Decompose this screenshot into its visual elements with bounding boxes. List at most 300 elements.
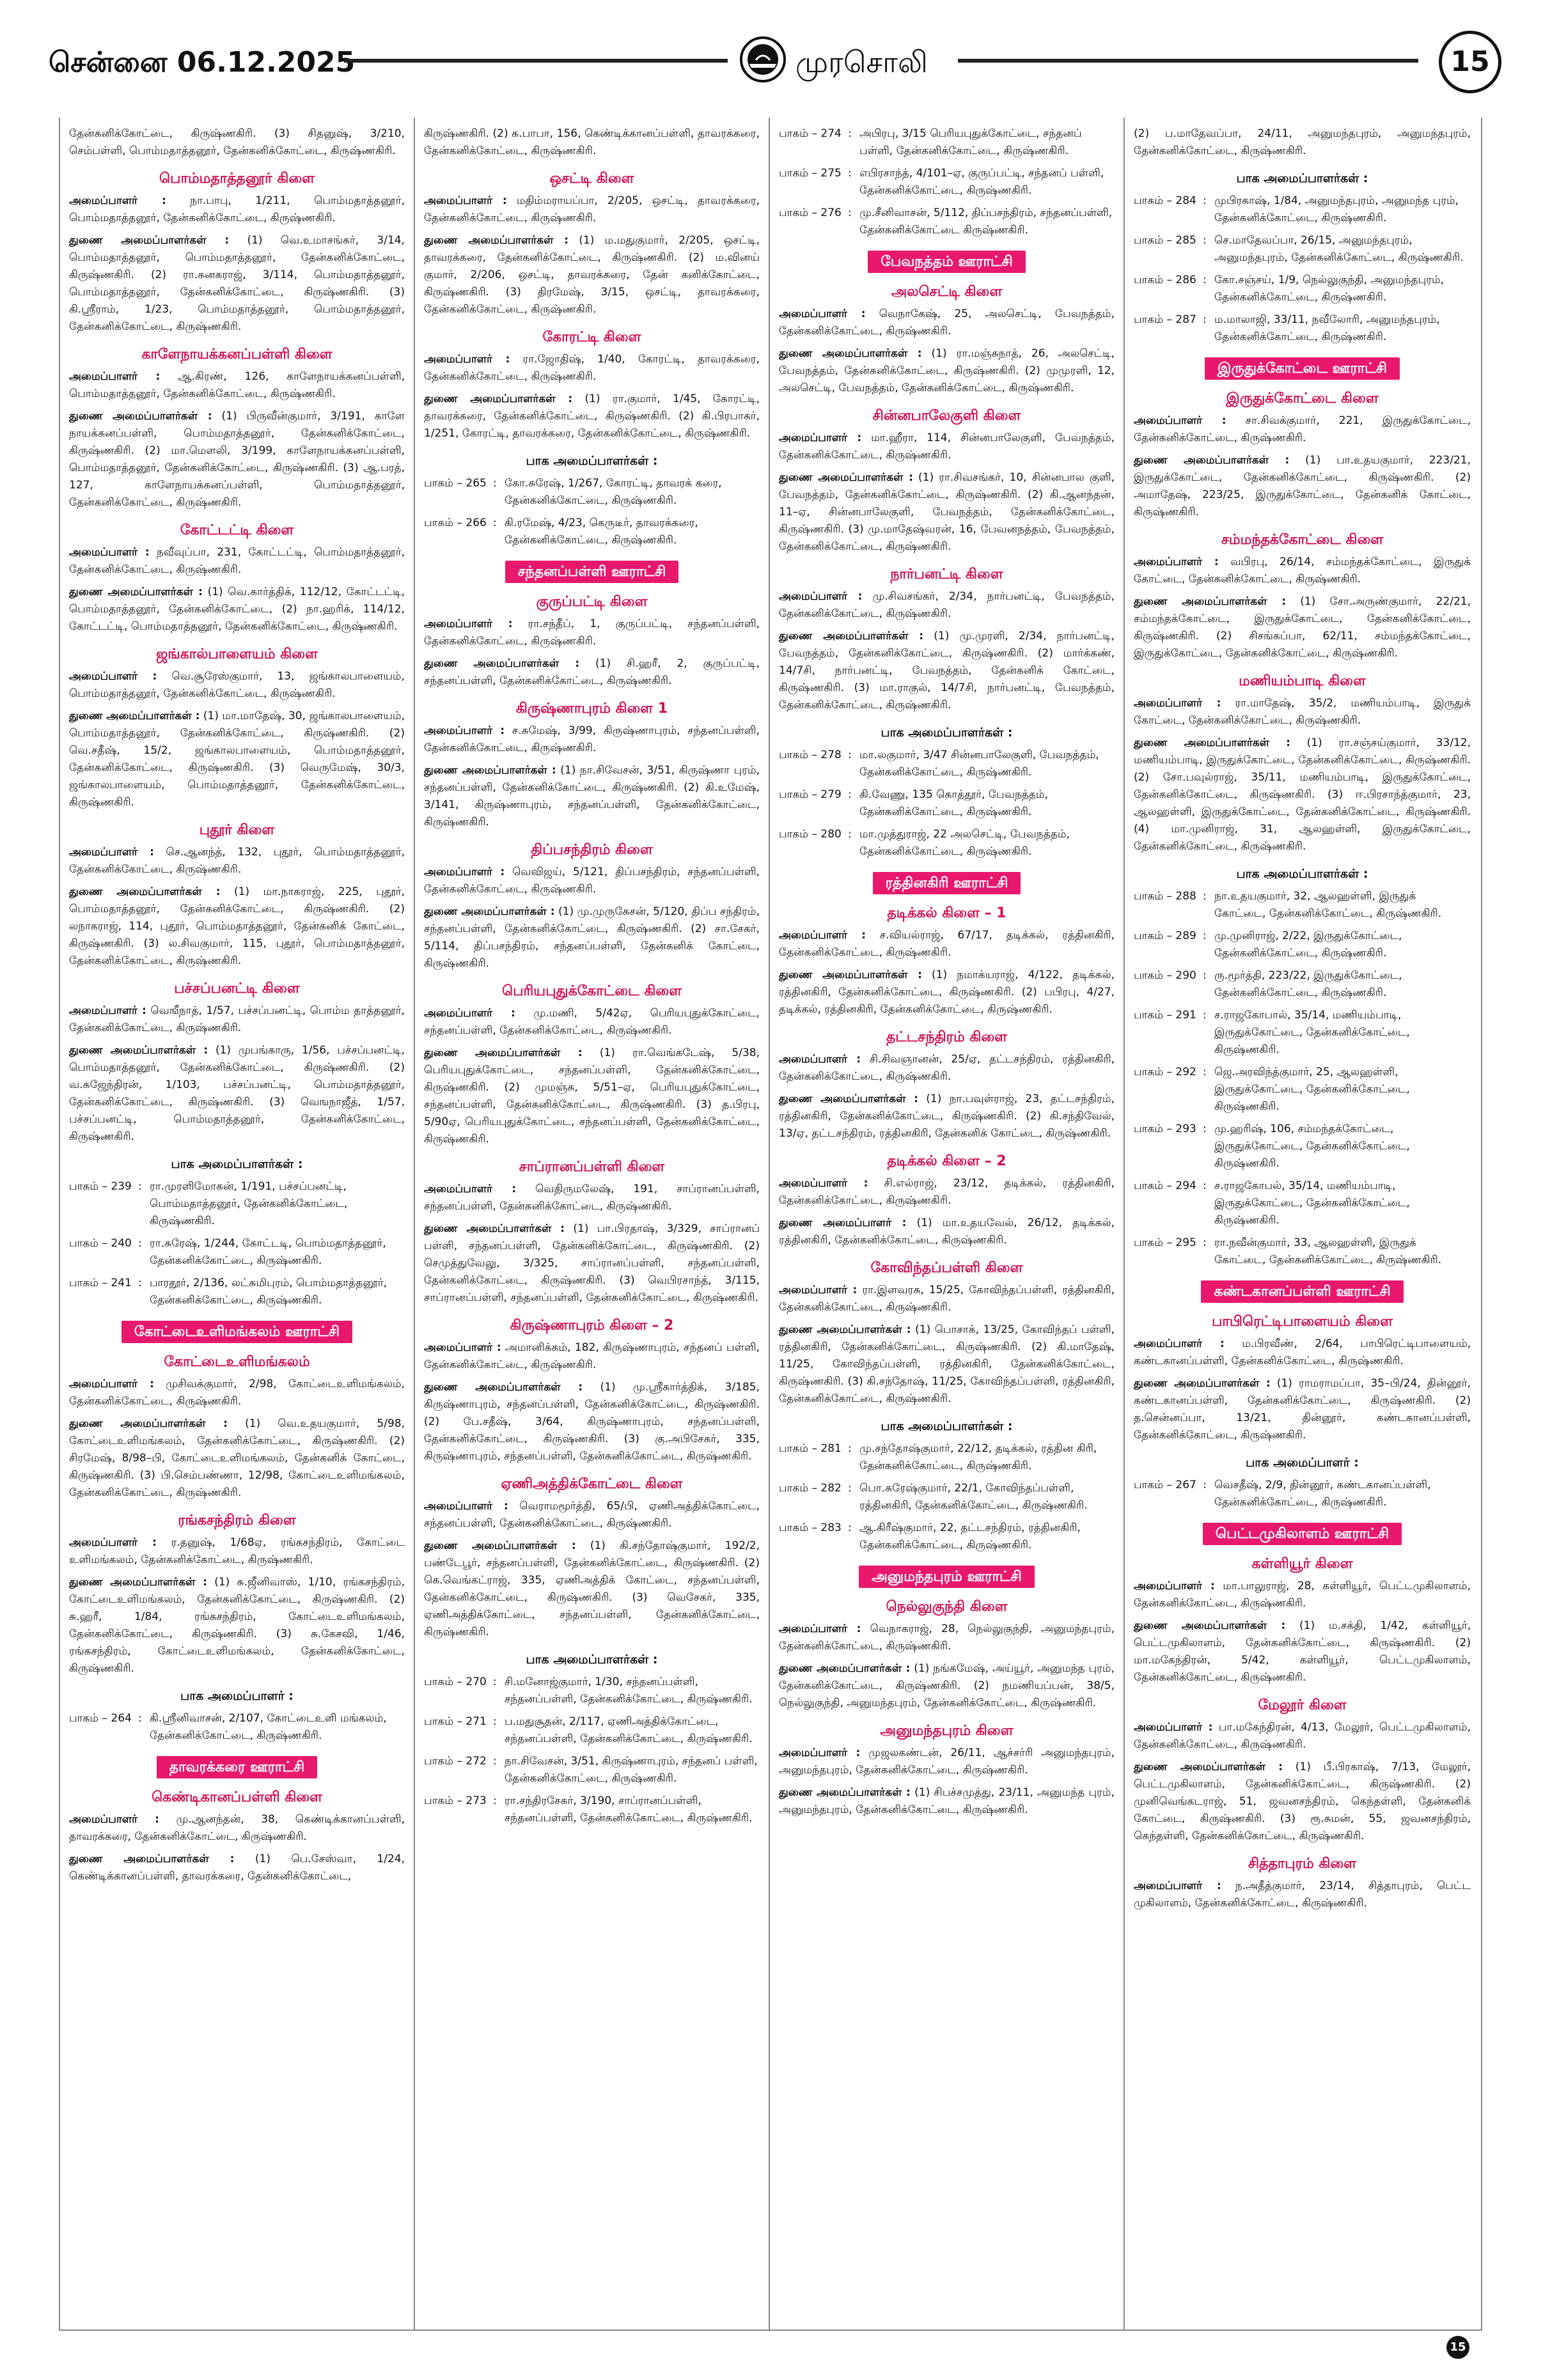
booth-separator: : xyxy=(848,1521,852,1534)
branch-heading: கோரட்டி கிளை xyxy=(542,329,641,345)
organizer-paragraph xyxy=(779,345,1115,397)
role-label: அமைப்பாளர் : xyxy=(424,353,510,366)
booth-entry xyxy=(779,747,1115,781)
organizer-paragraph xyxy=(424,903,760,972)
booth-entry xyxy=(1134,272,1471,306)
booth-separator: : xyxy=(493,1794,497,1807)
panchayat-heading-label: அனுமந்தபுரம் ஊராட்சி xyxy=(859,1566,1035,1588)
booth-separator: : xyxy=(1203,929,1207,942)
role-label: அமைப்பாளர் : xyxy=(779,1177,868,1190)
role-label: அமைப்பாளர் : xyxy=(69,670,157,683)
branch-heading: மணியம்பாடி கிளை xyxy=(1239,673,1366,689)
role-label: அமைப்பாளர் : xyxy=(69,846,154,859)
booth-separator: : xyxy=(493,477,497,490)
branch-heading: தட்டசந்திரம் கிளை xyxy=(886,1029,1008,1045)
booth-organizer-text: நா.சிவேசன், 3/51, கிருஷ்ணாபுரம், சந்தனப் பள்ளி, தேன்கனிக்கோட்டை, கிருஷ்ணகிரி. xyxy=(505,1755,758,1785)
rising-sun-logo-icon xyxy=(739,36,787,83)
role-label: அமைப்பாளர் : xyxy=(69,194,166,207)
booth-entry xyxy=(1134,1121,1471,1172)
branch-heading: பாபிரெட்டிபாளையம் கிளை xyxy=(1212,1314,1393,1330)
booth-separator: : xyxy=(493,517,497,529)
organizer-paragraph xyxy=(779,430,1115,464)
booth-organizer-text: கி.வேணு, 135 கொத்தூர், பேவநத்தம், தேன்கனிக்கோட்டை, கிருஷ்ணகிரி. xyxy=(859,788,1048,818)
booth-separator: : xyxy=(1203,234,1207,247)
organizer-paragraph xyxy=(1134,695,1471,729)
booth-separator: : xyxy=(1203,1009,1207,1022)
role-label: துணை அமைப்பாளர்கள் : xyxy=(424,234,569,247)
organizer-paragraph xyxy=(69,1851,405,1885)
organizer-details: (1) நா.பவுள்ராஜ், 23, தட்டசந்திரம், ரத்தினகிரி, தேன்கனிக்கோட்டை, கிருஷ்ணகிரி. (2) கி.சந்திவேல், 13/ஏ, தட்டசந்திரம், ரத்தினகிரி, தேன்கனிக் கோட்டை, கிருஷ்ணகிரி. xyxy=(779,1093,1115,1140)
booth-organizer-text: ரா.முரளிமோகன், 1/191, பச்சப்பனட்டி, பொம்மதாத்தனூர், தேன்கனிக்கோட்டை, கிருஷ்ணகிரி. xyxy=(150,1180,348,1227)
role-label: துணை அமைப்பாளர்கள் : xyxy=(779,471,913,484)
panchayat-heading-label: கண்டகானப்பள்ளி ஊராட்சி xyxy=(1201,1280,1403,1303)
booth-organizer-text: வெசதீஷ், 2/9, தின்னூர், கண்டகானப்பள்ளி, தேன்கனிக்கோட்டை, கிருஷ்ணகிரி. xyxy=(1214,1479,1431,1509)
role-label: துணை அமைப்பாளர்கள் : xyxy=(779,1323,911,1336)
booth-entry xyxy=(1134,1007,1471,1059)
booth-organizer-text: பாரதூர், 2/136, லட்சுமிபுரம், பொம்மதாத்தனூர், தேன்கனிக்கோட்டை, கிருஷ்ணகிரி. xyxy=(150,1277,388,1307)
organizer-details: (1) பிருவீன்குமார், 3/191, காளே நாயக்கனப்பள்ளி, பொம்மதாத்தனூர், தேன்கனிக்கோட்டை, கிருஷ்ணகிரி. (2) மா.மௌலி, 3/199, காளேநாயக்கனப்பள்ளி, பொம்மதாத்தனூர், தேன்கனிக்கோட்டை, கிருஷ்ணகிரி. (3) ஆ.பரத், 127, காளேநாயக்கனப்பள்ளி, பொம்மதாத்தனூர், தேன்கனிக்கோட்டை, கிருஷ்ணகிரி. xyxy=(69,410,405,509)
organizer-paragraph xyxy=(1134,1375,1471,1444)
organizer-details: (1) வெ.கார்த்திக், 112/12, கோட்டட்டி, பொம்மதாத்தனூர், தேன்கனிக்கோட்டை, (2) நா.ஹரிக், 114/12, கோட்டட்டி, பொம்மதாத்தனூர், தேன்கனிக்கோட்டை, கிருஷ்ணகிரி. xyxy=(69,586,405,633)
organizer-paragraph xyxy=(779,1745,1115,1779)
organizer-details: (1) சோ.அருண்குமார், 22/21, சம்மந்தக்கோட்டை, இருதுக்கோட்டை, தேன்கனிக்கோட்டை, கிருஷ்ணகிரி. (2) சிசங்கப்பா, 62/11, சம்மந்தக்கோட்டை, இருதுக்கோட்டை, தேன்கனிக்கோட்டை, கிருஷ்ணகிரி. xyxy=(1134,595,1471,660)
organizer-paragraph xyxy=(69,544,405,579)
role-label: அமைப்பாளர் : xyxy=(69,1813,159,1826)
booth-separator: : xyxy=(848,167,852,180)
organizer-paragraph xyxy=(424,125,760,160)
booth-separator: : xyxy=(848,749,852,761)
role-label: அமைப்பாளர் : xyxy=(1134,414,1226,427)
role-label: துணை அமைப்பாளர்கள் : xyxy=(779,1093,919,1105)
booth-organizer-text: எபிரசாந்த், 4/101–ஏ, குருப்பட்டி, சந்தனப் பள்ளி, தேன்கனிக்கோட்டை, கிருஷ்ணகிரி. xyxy=(859,167,1104,197)
organizer-details: சா.சிவக்குமார், 221, இருதுக்கோட்டை, தேன்கனிக்கோட்டை, கிருஷ்ணகிரி. xyxy=(1134,414,1471,444)
organizer-details: வெநாகராஜ், 28, நெல்லுகுந்தி, அனுமந்தபுரம், தேன்கனிக்கோட்டை, கிருஷ்ணகிரி. xyxy=(779,1622,1115,1653)
role-label: துணை அமைப்பாளர்கள் : xyxy=(779,1662,911,1675)
organizer-paragraph xyxy=(424,864,760,898)
booth-number: பாகம் – 266 xyxy=(424,517,487,529)
role-label: துணை அமைப்பாளர் : xyxy=(779,1217,907,1229)
booth-organizer-text: ச.ராஜகோபால், 35/14, மணியம்பாடி, இருதுக்கோட்டை, தேன்கனிக்கோட்டை, கிருஷ்ணகிரி. xyxy=(1214,1009,1410,1056)
panchayat-heading-label: கோட்டைஉளிமங்கலம் ஊராட்சி xyxy=(121,1321,352,1343)
branch-heading: கெண்டிகானப்பள்ளி கிளை xyxy=(152,1789,322,1805)
branch-heading: கிருஷ்ணாபுரம் கிளை 1 xyxy=(515,701,668,717)
booth-number: பாகம் – 294 xyxy=(1134,1179,1196,1192)
organizer-paragraph xyxy=(424,1498,760,1532)
booth-organizer-text: கோ.சுரேஷ், 1/267, கோரட்டி, தாவரக் கரை, தேன்கனிக்கோட்டை, கிருஷ்ணகிரி. xyxy=(505,477,722,507)
organizer-details: மதிம்மராயப்பா, 2/205, ஒசட்டி, தாவரக்கரை, தேன்கனிக்கோட்டை, கிருஷ்ணகிரி. xyxy=(424,194,760,224)
organizer-paragraph xyxy=(424,1537,760,1641)
branch-heading: நார்பனட்டி கிளை xyxy=(890,566,1003,582)
organizer-paragraph xyxy=(69,232,405,336)
organizer-details: வெதிருமலேஷ், 191, சாப்ரானப்பள்ளி, சந்தனப்பள்ளி, தேன்கனிக்கோட்டை, கிருஷ்ணகிரி. xyxy=(424,1183,760,1213)
booth-number: பாகம் – 292 xyxy=(1134,1066,1196,1078)
organizer-paragraph xyxy=(779,1321,1115,1408)
booth-organizer-text: மு.ஹரிஷ், 106, சம்மந்தக்கோட்டை, இருதுக்கோட்டை, தேன்கனிக்கோட்டை, கிருஷ்ணகிரி. xyxy=(1214,1123,1410,1170)
booth-number: பாகம் – 284 xyxy=(1134,194,1196,207)
organizer-paragraph xyxy=(424,232,760,318)
text-column-4 xyxy=(1125,118,1480,2329)
booth-number: பாகம் – 282 xyxy=(779,1482,842,1495)
role-label: அமைப்பாளர் : xyxy=(69,1536,157,1549)
organizer-paragraph xyxy=(779,1621,1115,1655)
organizer-paragraph xyxy=(69,668,405,703)
panchayat-heading-label: பேவநத்தம் ஊராட்சி xyxy=(868,251,1025,273)
role-label: அமைப்பாளர் : xyxy=(779,307,866,320)
role-label: துணை அமைப்பாளர்கள் : xyxy=(1134,1377,1271,1390)
booth-organizer-text: ப.மதுசூதன், 2/117, ஏணிஅத்திக்கோட்டை, சந்தனப்பள்ளி, தேன்கனிக்கோட்டை, கிருஷ்ணகிரி. xyxy=(505,1715,753,1745)
booth-organizer-text: ரு.மூர்த்தி, 223/22, இருதுக்கோட்டை, தேன்கனிக்கோட்டை, கிருஷ்ணகிரி. xyxy=(1214,969,1402,999)
organizer-paragraph xyxy=(69,883,405,970)
booth-number: பாகம் – 267 xyxy=(1134,1479,1196,1491)
booth-entry xyxy=(779,1520,1115,1554)
organizer-paragraph xyxy=(69,1534,405,1569)
organizer-details: மு.மணி, 5/42ஏ, பெரியபுதுக்கோட்டை, சந்தனப்பள்ளி, தேன்கனிக்கோட்டை, கிருஷ்ணகிரி. xyxy=(424,1007,760,1037)
organizer-paragraph xyxy=(424,616,760,650)
booth-entry xyxy=(69,1275,405,1309)
booth-entry xyxy=(1134,888,1471,922)
organizer-details: (1) நமாக்யராஜ், 4/122, தடிக்கல், ரத்தினகிரி, தேன்கனிக்கோட்டை, கிருஷ்ணகிரி. (2) பபிரபு, 4/27, தடிக்கல், ரத்தினகிரி, தேன்கனிக்கோட்டை, கிருஷ்ணகிரி. xyxy=(779,968,1115,1016)
booth-entry xyxy=(1134,1234,1471,1269)
role-label: அமைப்பாளர் : xyxy=(1134,1721,1213,1734)
booth-separator: : xyxy=(1203,1236,1207,1249)
booth-number: பாகம் – 264 xyxy=(69,1712,132,1725)
booth-entry xyxy=(779,826,1115,860)
organizer-details: ச.சுமேஷ், 3/99, கிருஷ்ணாபுரம், சந்தனப்பள்ளி, தேன்கனிக்கோட்டை, கிருஷ்ணகிரி. xyxy=(424,724,760,754)
organizer-details: (2) ப.மாதேவப்பா, 24/11, அனுமந்தபுரம், அனுமந்தபுரம், தேன்கனிக்கோட்டை, கிருஷ்ணகிரி. xyxy=(1134,127,1471,157)
booth-number: பாகம் – 283 xyxy=(779,1521,842,1534)
booth-organizer-text: மு.சந்தோஷ்குமார், 22/12, தடிக்கல், ரத்தின கிரி, தேன்கனிக்கோட்டை, கிருஷ்ணகிரி. xyxy=(859,1442,1097,1472)
booth-number: பாகம் – 288 xyxy=(1134,890,1196,903)
role-label: அமைப்பாளர் : xyxy=(779,1053,861,1066)
organizer-paragraph xyxy=(69,1376,405,1410)
role-label: அமைப்பாளர் : xyxy=(69,1004,146,1017)
organizer-details: (1) மு.முரளி, 2/34, நார்பனட்டி, பேவநத்தம், தேன்கனிக்கோட்டை, கிருஷ்ணகிரி. (2) மார்க்கண், 14/7சி, நார்பனட்டி, பேவநத்தம், தேன்கனிக் கோட்டை, கிருஷ்ணகிரி. (3) மா.ராகுல், 14/7சி, நார்பனட்டி, பேவநத்தம், தேன்கனிக்கோட்டை, கிருஷ்ணகிரி. xyxy=(779,630,1115,712)
role-label: அமைப்பாளர் : xyxy=(779,1622,861,1635)
booth-organizer-text: ஆ.கிரீஷ்குமார், 22, தட்டசந்திரம், ரத்தினகிரி, தேன்கனிக்கோட்டை, கிருஷ்ணகிரி. xyxy=(859,1521,1081,1552)
branch-heading: பச்சப்பனட்டி கிளை xyxy=(174,981,300,997)
role-label: அமைப்பாளர் : xyxy=(779,929,866,942)
booth-entry xyxy=(1134,928,1471,962)
organizer-details: (1) ரா.சஞ்சய்குமார், 33/12, மணியம்பாடி, இருதுக்கோட்டை, தேன்கனிக்கோட்டை, கிருஷ்ணகிரி. (2) சோ.பவுல்ராஜ், 35/11, மணியம்பாடி, இருதுக்கோட்டை, தேன்கனிக்கோட்டை, கிருஷ்ணகிரி. (3) ஈ.பிரசாந்த்குமார், 23, ஆலஹள்ளி, இருதுக்கோட்டை, தேன்கனிக்கோட்டை, கிருஷ்ணகிரி. (4) மா.முனிராஜ், 31, ஆலஹள்ளி, இருதுக்கோட்டை, தேன்கனிக்கோட்டை, கிருஷ்ணகிரி. xyxy=(1134,736,1471,853)
role-label: துணை அமைப்பாளர்கள் : xyxy=(1134,1761,1283,1773)
booth-organizers-heading: பாக அமைப்பாளர்கள் : xyxy=(171,1157,303,1171)
role-label: துணை அமைப்பாளர்கள் : xyxy=(1134,736,1290,749)
organizer-details: (1) மா.உதயவேல், 26/12, தடிக்கல், ரத்தினகிரி, தேன்கனிக்கோட்டை, கிருஷ்ணகிரி. xyxy=(779,1217,1115,1247)
organizer-details: (1) கி.சந்தோஷ்குமார், 192/2, பண்டேபூர், சந்தனப்பள்ளி, தேன்கனிக்கோட்டை, கிருஷ்ணகிரி. (2) கெ.வெங்கட்ராஜ், 335, ஏணிஅத்திக் கோட்டை, சந்தனப்பள்ளி, தேன்கனிக்கோட்டை, கிருஷ்ணகிரி. (3) வெசேகர், 335, ஏணிஅத்திக்கோட்டை, சந்தனப்பள்ளி, தேன்கனிக்கோட்டை, கிருஷ்ணகிரி. xyxy=(424,1539,760,1638)
organizer-paragraph xyxy=(1134,1335,1471,1370)
branch-heading: குருப்பட்டி கிளை xyxy=(536,594,648,610)
panchayat-heading xyxy=(779,1566,1115,1588)
organizer-details: ர.தனுஷ், 1/68ஏ, ரங்கசந்திரம், கோட்டை உளிமங்கலம், தேன்கனிக்கோட்டை, கிருஷ்ணகிரி. xyxy=(69,1536,405,1566)
booth-entry xyxy=(424,1674,760,1708)
organizer-details: (1) ரா.குமார், 1/45, கோரட்டி, தாவரக்கரை, தேன்கனிக்கோட்டை, கிருஷ்ணகிரி. (2) கி.பிரபாகர், 1/251, கோரட்டி, தாவரக்கரை, தேன்கனிக்கோட்டை, கிருஷ்ணகிரி. xyxy=(424,393,760,440)
masthead xyxy=(37,27,1501,97)
booth-number: பாகம் – 276 xyxy=(779,206,842,219)
booth-separator: : xyxy=(1203,1123,1207,1135)
booth-separator: : xyxy=(1203,890,1207,903)
organizer-details: ம.பிரவீண், 2/64, பாபிரெட்டிபாளையம், கண்டகானப்பள்ளி, தேன்கனிக்கோட்டை, கிருஷ்ணகிரி. xyxy=(1134,1337,1471,1367)
branch-heading: ஒசட்டி கிளை xyxy=(549,171,634,187)
role-label: துணை அமைப்பாளர்கள் : xyxy=(69,234,230,247)
organizer-paragraph xyxy=(1134,1578,1471,1612)
organizer-paragraph xyxy=(779,927,1115,961)
booth-organizer-text: மா.முத்துராஜ், 22 அலசெட்டி, பேவநத்தம், தேன்கனிக்கோட்டை, கிருஷ்ணகிரி. xyxy=(859,828,1070,858)
organizer-paragraph xyxy=(424,1181,760,1215)
booth-entry xyxy=(69,1235,405,1270)
role-label: துணை அமைப்பாளர்கள் : xyxy=(69,1044,208,1057)
role-label: அமைப்பாளர் : xyxy=(69,370,161,383)
booth-separator: : xyxy=(848,788,852,801)
organizer-paragraph xyxy=(424,391,760,442)
role-label: துணை அமைப்பாளர்கள் : xyxy=(424,1222,565,1235)
role-label: துணை அமைப்பாளர்கள் : xyxy=(779,968,922,981)
booth-organizer-text: ச.ராஜகோபல், 35/14, மணியம்பாடி, இருதுக்கோட்டை, தேன்கனிக்கோட்டை, கிருஷ்ணகிரி. xyxy=(1214,1179,1410,1227)
panchayat-heading-label: ரத்தினகிரி ஊராட்சி xyxy=(873,872,1021,894)
role-label: அமைப்பாளர் : xyxy=(1134,556,1219,568)
booth-separator: : xyxy=(138,1712,142,1725)
masthead-rule-left xyxy=(344,59,728,63)
branch-heading: திப்பசந்திரம் கிளை xyxy=(531,842,653,858)
role-label: துணை அமைப்பாளர்கள் : xyxy=(779,1786,911,1799)
organizer-paragraph xyxy=(1134,1617,1471,1686)
booth-number: பாகம் – 270 xyxy=(424,1676,487,1688)
organizer-paragraph xyxy=(424,351,760,385)
branch-heading: கோவிந்தப்பள்ளி கிளை xyxy=(870,1260,1023,1276)
article-body xyxy=(59,118,1482,2331)
panchayat-heading-label: சந்தனப்பள்ளி ஊராட்சி xyxy=(505,561,679,583)
edition-date: சென்னை 06.12.2025 xyxy=(49,46,356,79)
organizer-details: சி.சிவஞானன், 25/ஏ, தட்டசந்திரம், ரத்தினகிரி, தேன்கனிக்கோட்டை, கிருஷ்ணகிரி. xyxy=(779,1053,1115,1083)
booth-organizer-text: ரா.சுரேஷ், 1/244, கோட்டடி, பொம்மதாத்தனூர், தேன்கனிக்கோட்டை, கிருஷ்ணகிரி. xyxy=(150,1237,386,1267)
booth-organizer-text: பொ.சுரேஷ்குமார், 22/1, கோவிந்தப்பள்ளி, ரத்தினகிரி, தேன்கனிக்கோட்டை, கிருஷ்ணகிரி. xyxy=(859,1482,1088,1512)
booth-separator: : xyxy=(1203,1479,1207,1491)
booth-number: பாகம் – 278 xyxy=(779,749,842,761)
booth-organizer-text: செ.மாதேவப்பா, 26/15, அனுமந்தபுரம், அனுமந்தபுரம், தேன்கனிக்கோட்டை, கிருஷ்ணகிரி. xyxy=(1214,234,1464,264)
organizer-details: (1) ம.மதுகுமார், 2/205, ஒசட்டி, தாவரக்கரை, தேன்கனிக்கோட்டை, கிருஷ்ணகிரி. (2) ம.வினய் குமார், 2/206, ஒசட்டி, தாவரக்கரை, தேன் கனிக்கோட்டை, கிருஷ்ணகிரி. (3) திரமேஷ், 3/15, ஒசட்டி, தாவரக்கரை, தேன்கனிக்கோட்டை, கிருஷ்ணகிரி. xyxy=(424,234,760,316)
panchayat-heading xyxy=(1134,1280,1471,1303)
organizer-details: (1) மா.மாதேஷ், 30, ஜங்காலபாளையம், பொம்மதாத்தனூர், தேன்கனிக்கோட்டை, கிருஷ்ணகிரி. (2) வெ.சதீஷ், 15/2, ஜங்காலபாளையம், பொம்மதாத்தனூர், தேன்கனிக்கோட்டை, கிருஷ்ணகிரி. (3) வெருமேஷ், 30/3, ஜங்காலபாளையம், பொம்மதாத்தனூர், தேன்கனிக்கோட்டை, கிருஷ்ணகிரி. xyxy=(69,710,405,809)
organizer-details: மா.பாலுராஜ், 28, கள்ளியூர், பெட்டமுகிலாளம், தேன்கனிக்கோட்டை, கிருஷ்ணகிரி. xyxy=(1134,1580,1471,1610)
role-label: துணை அமைப்பாளர்கள் : xyxy=(424,657,580,670)
booth-number: பாகம் – 240 xyxy=(69,1237,132,1250)
organizer-details: (1) பெ.சேஸ்வா, 1/24, கெண்டிக்கானப்பள்ளி, தாவரக்கரை, தேன்கனிக்கோட்டை, xyxy=(69,1853,405,1883)
booth-organizer-text: கி.ரமேஷ், 4/23, கெருடீர், தாவரக்கரை, தேன்கனிக்கோட்டை, கிருஷ்ணகிரி. xyxy=(505,517,698,547)
booth-entry xyxy=(779,125,1115,160)
role-label: அமைப்பாளர் : xyxy=(424,866,505,878)
role-label: துணை அமைப்பாளர்கள் : xyxy=(779,347,922,360)
organizer-details: வெநாகேஷ், 25, அலசெட்டி, பேவநத்தம், தேன்கனிக்கோட்டை, கிருஷ்ணகிரி. xyxy=(779,307,1115,338)
organizer-paragraph xyxy=(1134,125,1471,160)
branch-heading: தடிக்கல் கிளை – 1 xyxy=(887,905,1006,921)
organizer-paragraph xyxy=(779,1784,1115,1819)
role-label: அமைப்பாளர் : xyxy=(779,1746,861,1759)
role-label: அமைப்பாளர் : xyxy=(1134,1879,1221,1892)
panchayat-heading xyxy=(69,1321,405,1343)
organizer-details: தேன்கனிக்கோட்டை, கிருஷ்ணகிரி. (3) சிதனுஷ், 3/210, செம்பள்ளி, பொம்மதாத்தனூர், தேன்கனிக்கோட்டை, கிருஷ்ணகிரி. xyxy=(69,127,405,157)
organizer-paragraph xyxy=(1134,735,1471,855)
panchayat-heading xyxy=(779,872,1115,894)
booth-separator: : xyxy=(1203,969,1207,982)
booth-entry xyxy=(779,205,1115,239)
booth-number: பாகம் – 290 xyxy=(1134,969,1196,982)
role-label: துணை அமைப்பாளர்கள் : xyxy=(69,1576,207,1589)
booth-entry xyxy=(779,786,1115,821)
branch-heading: பொம்மதாத்தனூர் கிளை xyxy=(159,171,315,187)
organizer-details: மு.ஆனந்தன், 38, கெண்டிக்கானப்பள்ளி, தாவரக்கரை, தேன்கனிக்கோட்டை, கிருஷ்ணகிரி. xyxy=(69,1813,405,1843)
organizer-details: வபிரபு, 26/14, சம்மந்தக்கோட்டை, இருதுக் கோட்டை, தேன்கனிக்கோட்டை, கிருஷ்ணகிரி. xyxy=(1134,556,1471,586)
organizer-details: (1) ரா.வெங்கடேஷ், 5/38, பெரியபுதுக்கோட்டை, சந்தனப்பள்ளி, தேன்கனிக்கோட்டை, கிருஷ்ணகிரி. (2) முமஞ்சு, 5/51–ஏ, பெரியபுதுக்கோட்டை, சந்தனப்பள்ளி, தேன்கனிக்கோட்டை, கிருஷ்ணகிரி. (3) த.பிரபு, 5/90ஏ, பெரியபுதுக்கோட்டை, சந்தனப்பள்ளி, தேன்கனிக்கோட்டை, கிருஷ்ணகிரி. xyxy=(424,1046,760,1146)
role-label: அமைப்பாளர் : xyxy=(69,1378,154,1390)
branch-heading: சின்னபாலேகுளி கிளை xyxy=(872,408,1021,424)
organizer-details: சி.எல்ராஜ், 23/12, தடிக்கல், ரத்தினகிரி, தேன்கனிக்கோட்டை, கிருஷ்ணகிரி. xyxy=(779,1177,1115,1207)
booth-number: பாகம் – 295 xyxy=(1134,1236,1196,1249)
organizer-details: (1) மு.முருகேசன், 5/120, திப்ப சந்திரம், சந்தனப்பள்ளி, தேன்கனிக்கோட்டை, கிருஷ்ணகிரி. (2) சா.சேகர், 5/114, திப்பசந்திரம், சந்தனப்பள்ளி, தேன்கனிக் கோட்டை, கிருஷ்ணகிரி. xyxy=(424,905,760,970)
role-label: துணை அமைப்பாளர்கள் : xyxy=(424,764,556,777)
organizer-paragraph xyxy=(69,125,405,160)
organizer-details: கிருஷ்ணகிரி. (2) க.பாபா, 156, கெண்டிக்கானப்பள்ளி, தாவரக்கரை, தேன்கனிக்கோட்டை, கிருஷ்ணகிரி. xyxy=(424,127,760,157)
role-label: துணை அமைப்பாளர்கள் : xyxy=(424,1539,576,1552)
booth-number: பாகம் – 239 xyxy=(69,1180,132,1193)
organizer-details: (1) ரா.மஞ்சுநாத், 26, அலசெட்டி, பேவநத்தம், தேன்கனிக்கோட்டை, கிருஷ்ணகிரி. (2) முமுரளி, 12, அலசெட்டி, பேவநத்தம், தேன்கனிக்கோட்டை, கிருஷ்ணகிரி. xyxy=(779,347,1115,394)
role-label: துணை அமைப்பாளர்கள் : xyxy=(69,885,221,898)
booth-number: பாகம் – 287 xyxy=(1134,313,1196,326)
booth-number: பாகம் – 289 xyxy=(1134,929,1196,942)
booth-entry xyxy=(1134,1477,1471,1511)
booth-entry xyxy=(779,1440,1115,1475)
organizer-details: ரா.மாதேஷ், 35/2, மணியம்பாடி, இருதுக் கோட்டை, தேன்கனிக்கோட்டை, கிருஷ்ணகிரி. xyxy=(1134,697,1471,727)
booth-number: பாகம் – 280 xyxy=(779,828,842,841)
booth-organizer-text: மு.முனிராஜ், 2/22, இருதுக்கோட்டை, தேன்கனிக்கோட்டை, கிருஷ்ணகிரி. xyxy=(1214,929,1402,960)
role-label: துணை அமைப்பாளர்கள் : xyxy=(424,1381,583,1394)
organizer-paragraph xyxy=(69,844,405,878)
booth-entry xyxy=(69,1178,405,1230)
organizer-paragraph xyxy=(424,762,760,831)
organizer-details: வெராமமூர்த்தி, 65/பி, ஏணிஅத்திக்கோட்டை, சந்தனப்பள்ளி, தேன்கனிக்கோட்டை, கிருஷ்ணகிரி. xyxy=(424,1500,760,1530)
organizer-paragraph xyxy=(1134,554,1471,588)
branch-heading: காளேநாயக்கனப்பள்ளி கிளை xyxy=(141,346,333,362)
footer-page-number: 15 xyxy=(1446,2336,1469,2359)
organizer-details: ச.வியல்ராஜ், 67/17, தடிக்கல், ரத்தினகிரி, தேன்கனிக்கோட்டை, கிருஷ்ணகிரி. xyxy=(779,929,1115,959)
role-label: அமைப்பாளர் : xyxy=(779,432,862,444)
organizer-paragraph xyxy=(69,1811,405,1846)
organizer-details: (1) ரா.சிவசங்கர், 10, சின்னபால குளி, பேவநத்தம், தேன்கனிக்கோட்டை, கிருஷ்ணகிரி. (2) கி.ஆனந்தன், 11–ஏ, சின்னபாலேகுளி, பேவநத்தம், தேன்கனிக்கோட்டை, கிருஷ்ணகிரி. (3) மு.மாதேஷ்வரன், 16, பேவனநத்தம், பேவநத்தம், தேன்கனிக்கோட்டை, கிருஷ்ணகிரி. xyxy=(779,471,1115,553)
organizer-paragraph xyxy=(424,1005,760,1039)
booth-number: பாகம் – 279 xyxy=(779,788,842,801)
organizer-paragraph xyxy=(424,1045,760,1148)
booth-number: பாகம் – 291 xyxy=(1134,1009,1196,1022)
organizer-paragraph xyxy=(69,584,405,635)
booth-separator: : xyxy=(848,206,852,219)
booth-entry xyxy=(424,475,760,509)
branch-heading: புதூர் கிளை xyxy=(199,822,275,838)
panchayat-heading xyxy=(424,561,760,583)
organizer-details: ஆ.கிரண், 126, காளேநாயக்கனப்பள்ளி, பொம்மதாத்தனூர், தேன்கனிக்கோட்டை, கிருஷ்ணகிரி. xyxy=(69,370,405,400)
organizer-details: வெ.சூரேஸ்குமார், 13, ஜங்காலபாளையம், பொம்மதாத்தனூர், தேன்கனிக்கோட்டை, கிருஷ்ணகிரி. xyxy=(69,670,405,700)
organizer-details: முஜலகண்டன், 26/11, ஆச்சர்ரி அனுமந்தபுரம், அனுமந்தபுரம், தேன்கனிக்கோட்டை, கிருஷ்ணகிரி. xyxy=(779,1746,1115,1777)
masthead-rule-right xyxy=(958,59,1418,63)
organizer-details: நா.பாபு, 1/211, பொம்மதாத்தனூர், பொம்மதாத்தனூர், தேன்கனிக்கோட்டை, கிருஷ்ணகிரி. xyxy=(69,194,405,224)
role-label: துணை அமைப்பாளர்கள் : xyxy=(424,905,555,918)
booth-entry xyxy=(779,1480,1115,1514)
text-column-1 xyxy=(60,118,415,2329)
booth-entry xyxy=(424,1713,760,1748)
booth-organizer-text: ரா.சந்திரசேகர், 3/190, சாப்ரானப்பள்ளி, சந்தனப்பள்ளி, தேன்கனிக்கோட்டை, கிருஷ்ணகிரி. xyxy=(505,1794,753,1824)
branch-heading: அனுமந்தபுரம் கிளை xyxy=(880,1723,1014,1739)
branch-heading: கிருஷ்ணாபுரம் கிளை – 2 xyxy=(510,1318,674,1334)
booth-number: பாகம் – 286 xyxy=(1134,274,1196,286)
booth-entry xyxy=(1134,192,1471,227)
booth-separator: : xyxy=(1203,274,1207,286)
organizer-paragraph xyxy=(779,469,1115,556)
organizer-paragraph xyxy=(424,655,760,690)
booth-organizer-text: ம.மாலாஜி, 33/11, நவீலோரி, அனுமந்தபுரம், தேன்கனிக்கோட்டை, கிருஷ்ணகிரி. xyxy=(1214,313,1440,343)
branch-heading: கோட்டட்டி கிளை xyxy=(180,522,294,538)
organizer-paragraph xyxy=(424,1379,760,1465)
role-label: துணை அமைப்பாளர்கள் : xyxy=(779,630,924,642)
booth-separator: : xyxy=(1203,313,1207,326)
organizer-details: (1) நா.சிவேசன், 3/51, கிருஷ்ணா புரம், சந்தனப்பள்ளி, தேன்கனிக்கோட்டை, கிருஷ்ணகிரி. (2) கி.உமேஷ், 3/141, கிருஷ்ணாபுரம், சந்தனப்பள்ளி, தேன்கனிக்கோட்டை, கிருஷ்ணகிரி. xyxy=(424,764,760,828)
booth-organizers-heading: பாக அமைப்பாளர் : xyxy=(180,1689,294,1703)
booth-number: பாகம் – 281 xyxy=(779,1442,842,1455)
organizer-details: (1) சு.ஜீனிவாஸ், 1/10, ரங்கசந்திரம், கோட்டைஉளிமங்கலம், தேன்கனிக்கோட்டை, கிருஷ்ணகிரி. (2) சு.ஹரீ, 1/84, ரங்கசந்திரம், கோட்டைஉளிமங்கலம், தேன்கனிக்கோட்டை, கிருஷ்ணகிரி. (3) சு.கேசவி, 1/46, ரங்கசந்திரம், கோட்டைஉளிமங்கலம், தேன்கனிக்கோட்டை, கிருஷ்ணகிரி. xyxy=(69,1576,405,1675)
organizer-paragraph xyxy=(779,1282,1115,1316)
role-label: அமைப்பாளர் : xyxy=(424,194,507,207)
organizer-paragraph xyxy=(779,1175,1115,1209)
organizer-paragraph xyxy=(69,192,405,227)
organizer-details: செ.ஆனந்த், 132, புதூர், பொம்மதாத்தனூர், தேன்கனிக்கோட்டை, கிருஷ்ணகிரி. xyxy=(69,846,405,876)
booth-separator: : xyxy=(493,1755,497,1768)
role-label: துணை அமைப்பாளர்கள் : xyxy=(69,1853,235,1865)
role-label: அமைப்பாளர் : xyxy=(424,1007,515,1020)
branch-heading: இருதுக்கோட்டை கிளை xyxy=(1226,391,1379,407)
booth-number: பாகம் – 273 xyxy=(424,1794,487,1807)
organizer-details: வெவிஜய், 5/121, திப்பசந்திரம், சந்தனப்பள்ளி, தேன்கனிக்கோட்டை, கிருஷ்ணகிரி. xyxy=(424,866,760,896)
booth-number: பாகம் – 275 xyxy=(779,167,842,180)
booth-organizer-text: அபிரபு, 3/15 பெரியபுதுக்கோட்டை, சந்தனப் பள்ளி, தேன்கனிக்கோட்டை, கிருஷ்ணகிரி. xyxy=(859,127,1082,157)
panchayat-heading-label: பெட்டமுகிலாளம் ஊராட்சி xyxy=(1203,1523,1402,1545)
organizer-paragraph xyxy=(424,192,760,227)
organizer-paragraph xyxy=(424,1339,760,1374)
branch-heading: ஜங்கால்பாளையம் கிளை xyxy=(156,646,318,662)
organizer-details: மு.சிவசங்கர், 2/34, நார்பனட்டி, பேவநத்தம், தேன்கனிக்கோட்டை, கிருஷ்ணகிரி. xyxy=(779,590,1115,620)
booth-entry xyxy=(69,1710,405,1745)
booth-organizers-heading: பாக அமைப்பாளர்கள் : xyxy=(1236,171,1368,185)
organizer-details: ந.அதீத்குமார், 23/14, சித்தாபுரம், பெட்ட முகிலாளம், தேன்கனிக்கோட்டை, கிருஷ்ணகிரி. xyxy=(1134,1879,1471,1909)
organizer-paragraph xyxy=(779,1091,1115,1142)
booth-organizers-heading: பாக அமைப்பாளர்கள் : xyxy=(881,1419,1013,1433)
organizer-details: (1) வெ.உமாசங்கர், 3/14, பொம்மதாத்தனூர், பொம்மதாத்தனூர், தேன்கனிக்கோட்டை, கிருஷ்ணகிரி. (2) ரா.கனகராஜ், 3/114, பொம்மதாத்தனூர், பொம்மதாத்தனூர், தேன்கனிக்கோட்டை, கிருஷ்ணகிரி. (3) கி.ஸ்ரீராம், 1/23, பொம்மதாத்தனூர், பொம்மதாத்தனூர், தேன்கனிக்கோட்டை, கிருஷ்ணகிரி. xyxy=(69,234,405,333)
role-label: அமைப்பாளர் : xyxy=(779,590,863,603)
role-label: அமைப்பாளர் : xyxy=(1134,1337,1225,1350)
branch-heading: சித்தாபுரம் கிளை xyxy=(1248,1856,1357,1872)
panchayat-heading xyxy=(1134,1523,1471,1545)
booth-separator: : xyxy=(1203,1066,1207,1078)
organizer-details: (1) மா.நாகராஜ், 225, புதூர், பொம்மதாத்தனூர், தேன்கனிக்கோட்டை, கிருஷ்ணகிரி. (2) லநாகராஜ், 114, புதூர், பொம்மதாத்தனூர், தேன்கனிக் கோட்டை, கிருஷ்ணகிரி. (3) ல.சிவகுமார், 115, புதூர், பொம்மதாத்தனூர், தேன்கனிக்கோட்டை, கிருஷ்ணகிரி. xyxy=(69,885,405,967)
booth-entry xyxy=(779,165,1115,199)
booth-separator: : xyxy=(493,1715,497,1728)
booth-entry xyxy=(424,515,760,549)
booth-separator: : xyxy=(138,1277,142,1289)
organizer-paragraph xyxy=(69,1415,405,1502)
panchayat-heading xyxy=(69,1756,405,1778)
organizer-paragraph xyxy=(779,967,1115,1018)
newspaper-name: முரசொலி xyxy=(795,45,928,79)
role-label: துணை அமைப்பாளர்கள் : xyxy=(1134,595,1286,608)
organizer-details: (1) நங்கமேஷ், அய்யூர், அனுமந்த புரம், தேன்கனிக்கோட்டை, கிருஷ்ணகிரி. (2) நமணியப்பன், 38/5, நெல்லுகுந்தி, அனுமந்தபுரம், தேன்கனிக்கோட்டை, கிருஷ்ணகிரி. xyxy=(779,1662,1115,1709)
booth-number: பாகம் – 274 xyxy=(779,127,842,140)
booth-number: பாகம் – 272 xyxy=(424,1755,487,1768)
booth-separator: : xyxy=(138,1180,142,1193)
